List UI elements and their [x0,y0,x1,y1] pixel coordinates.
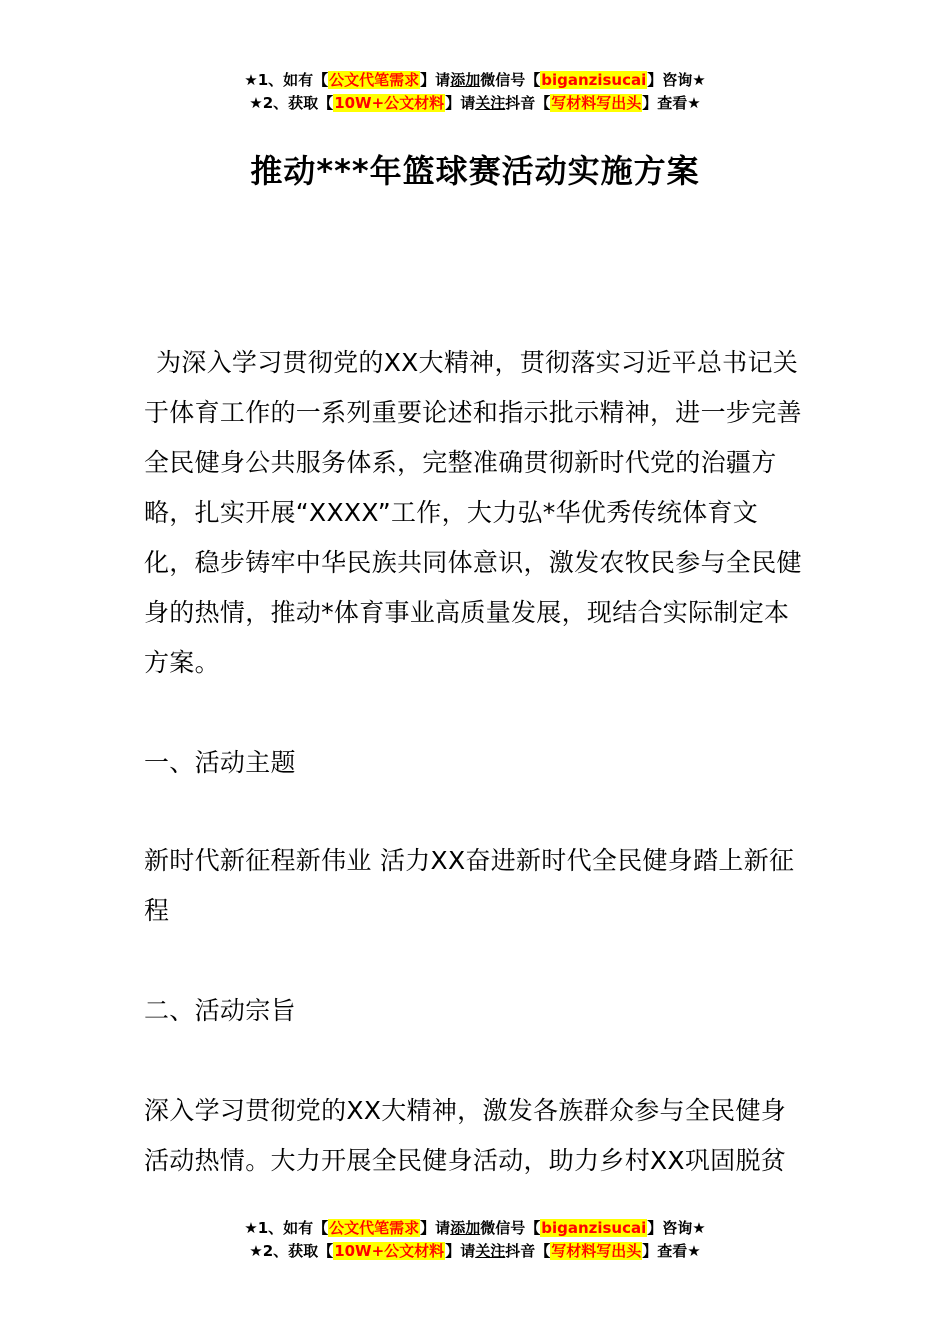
promo-text: 】咨询★ [647,1219,706,1237]
promo-underline: 添加 [450,1219,481,1237]
promo-highlight: 写材料写出头 [551,94,642,112]
promo-highlight: 10W+公文材料 [334,1242,445,1260]
promo-text: 微信号【 [480,1219,541,1237]
promo-text: 】请 [420,71,451,89]
promo-text: ★2、获取【 [249,94,334,112]
promo-underline: 关注 [475,94,506,112]
promo-highlight: 公文代笔需求 [329,1219,420,1237]
promo-highlight: 10W+公文材料 [334,94,445,112]
promo-text: 】查看★ [642,94,701,112]
promo-highlight: biganzisucai [541,71,647,89]
promo-line-2 [0,92,950,115]
promo-banner-bottom [0,1217,950,1263]
promo-text: ★1、如有【 [244,71,329,89]
section-heading-theme: 一、活动主题 [144,748,296,777]
promo-text: 】请 [445,1242,476,1260]
promo-text: 】请 [445,94,476,112]
section-text-theme: 新时代新征程新伟业 活力XX奋进新时代全民健身踏上新征程 [144,846,795,925]
section-heading-purpose: 二、活动宗旨 [144,996,296,1025]
promo-highlight: biganzisucai [541,1219,647,1237]
promo-underline: 关注 [475,1242,506,1260]
promo-line-1 [0,69,950,92]
promo-text: 抖音【 [505,94,551,112]
promo-text: 】咨询★ [647,71,706,89]
intro-paragraph: 为深入学习贯彻党的XX大精神，贯彻落实习近平总书记关于体育工作的一系列重要论述和指示批示精神，进一步完善全民健身公共服务体系，完整准确贯彻新时代党的治疆方略，扎实开展“XXXX”工作，大力弘*华优秀传统体育文化，稳步铸牢中华民族共同体意识，激发农牧民参与全民健身的热情，推动*体育事业高质量发展，现结合实际制定本方案。 [144,348,802,677]
promo-highlight: 写材料写出头 [551,1242,642,1260]
promo-underline: 添加 [450,71,481,89]
promo-text: 】查看★ [642,1242,701,1260]
promo-text: ★2、获取【 [249,1242,334,1260]
promo-banner-top [0,69,950,115]
promo-text: 微信号【 [480,71,541,89]
promo-text: ★1、如有【 [244,1219,329,1237]
promo-line-2 [0,1240,950,1263]
promo-highlight: 公文代笔需求 [329,71,420,89]
promo-text: 抖音【 [505,1242,551,1260]
document-title: 推动***年篮球赛活动实施方案 [250,152,700,190]
promo-line-1 [0,1217,950,1240]
section-text-purpose: 深入学习贯彻党的XX大精神，激发各族群众参与全民健身活动热情。大力开展全民健身活动，助力乡村XX巩固脱贫 [144,1096,787,1175]
promo-text: 】请 [420,1219,451,1237]
